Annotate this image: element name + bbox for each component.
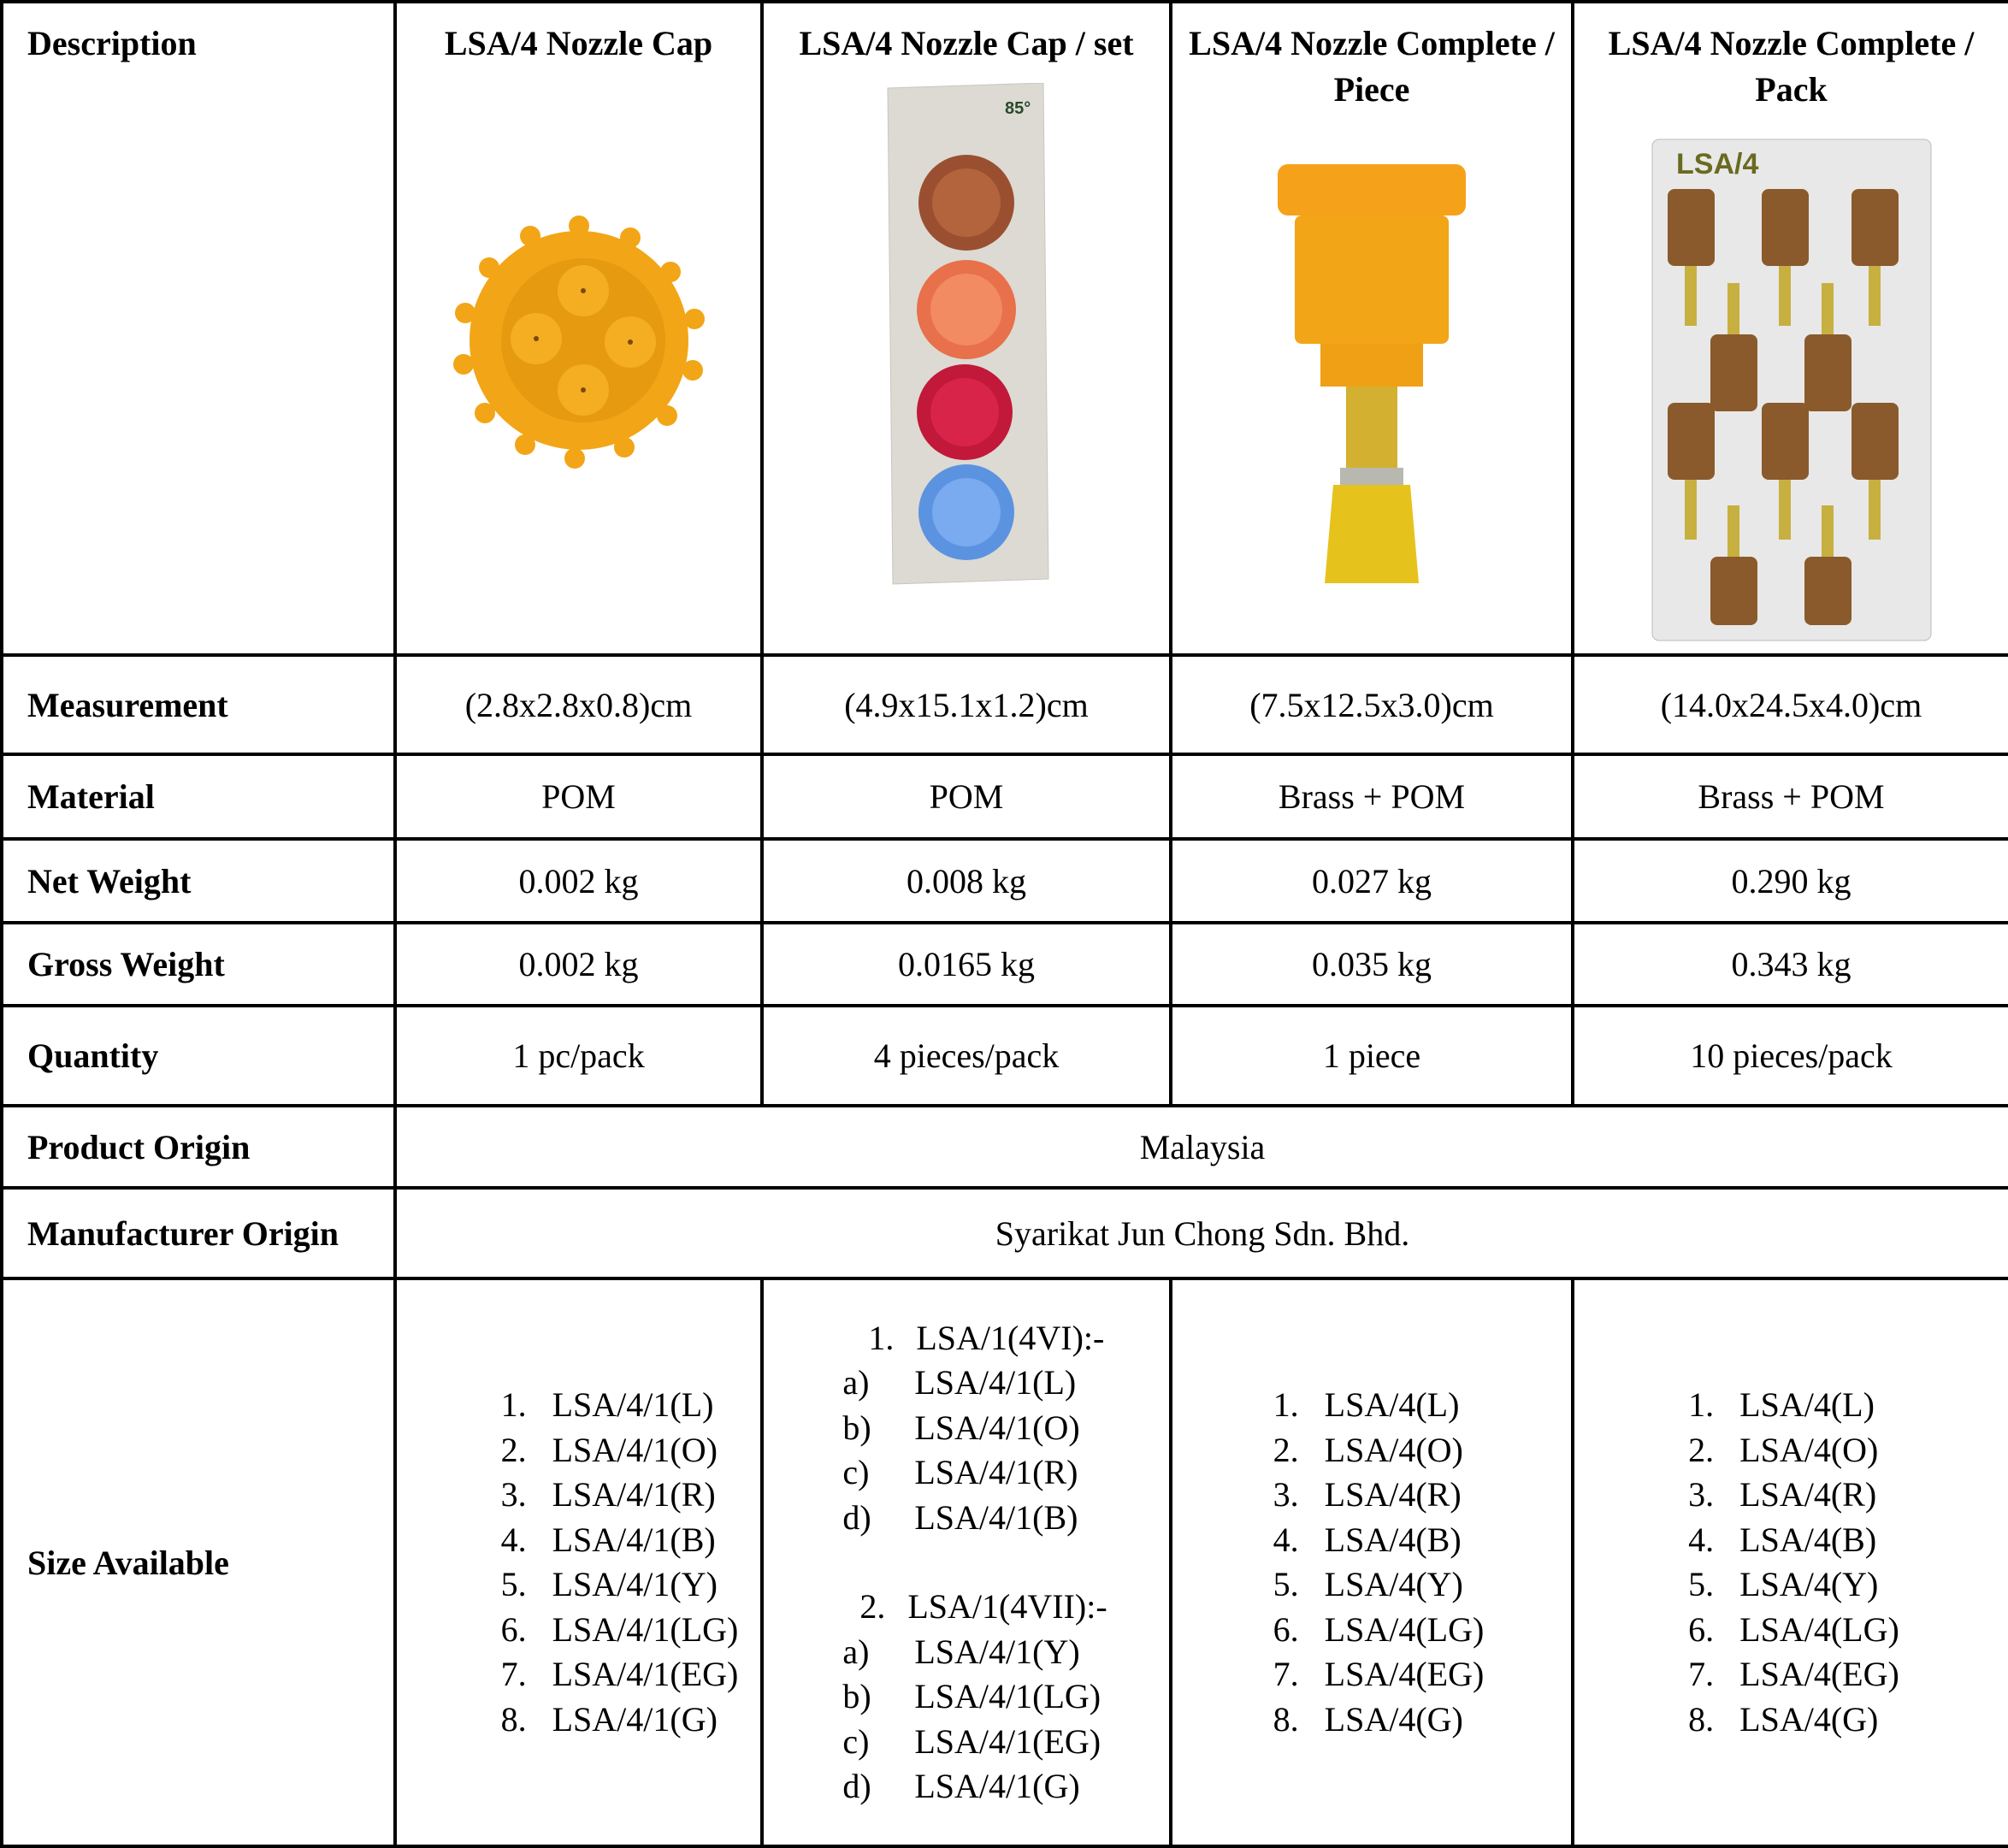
list-item: 4. LSA/4/1(B) — [500, 1520, 716, 1559]
cell: Malaysia — [395, 1106, 2008, 1188]
cell: (2.8x2.8x0.8)cm — [395, 655, 762, 754]
row-label: Product Origin — [2, 1106, 395, 1188]
cell: 0.002 kg — [395, 923, 762, 1006]
list-item: 1. LSA/4(L) — [1273, 1385, 1460, 1424]
product-origin-row — [2, 1106, 2008, 1188]
list-item: 6. LSA/4(LG) — [1688, 1609, 1899, 1649]
column-title: LSA/4 Nozzle Complete / Piece — [1189, 24, 1555, 109]
cell: (14.0x24.5x4.0)cm — [1573, 655, 2008, 754]
list-item: 2. LSA/4/1(O) — [500, 1430, 718, 1469]
list-item: 7. LSA/4(EG) — [1688, 1655, 1899, 1693]
list-item: 8. LSA/4(G) — [1273, 1699, 1463, 1739]
cell: Brass + POM — [1171, 754, 1573, 839]
list-item: d) LSA/4/1(G) — [842, 1767, 1080, 1805]
list-item: 6. LSA/4(LG) — [1273, 1609, 1485, 1649]
description-label: Description — [2, 2, 395, 655]
size-list-complete-piece — [1171, 1278, 1573, 1846]
group-heading: 2. LSA/1(4VII):- — [859, 1587, 1107, 1626]
size-available-row — [2, 1278, 2008, 1846]
cell: 0.035 kg — [1171, 923, 1573, 1006]
header-row — [2, 2, 2008, 655]
cell: 1 pc/pack — [395, 1006, 762, 1106]
list-item: 4. LSA/4(B) — [1688, 1520, 1877, 1559]
list-item: 5. LSA/4(Y) — [1273, 1565, 1463, 1603]
list-item: 5. LSA/4/1(Y) — [500, 1565, 718, 1603]
cell: 0.027 kg — [1171, 839, 1573, 923]
cell: POM — [395, 754, 762, 839]
list-item: 2. LSA/4(O) — [1273, 1430, 1463, 1469]
manufacturer-origin-row — [2, 1188, 2008, 1278]
svg-text:LSA/4: LSA/4 — [1675, 148, 1758, 180]
row-label: Manufacturer Origin — [2, 1188, 395, 1278]
cell: 4 pieces/pack — [762, 1006, 1171, 1106]
nozzle-complete-pack-image — [1574, 133, 2008, 647]
cell: 10 pieces/pack — [1573, 1006, 2008, 1106]
list-item: 2. LSA/4(O) — [1688, 1430, 1879, 1469]
size-list-cap-set — [762, 1278, 1171, 1846]
col-nozzle-complete-piece — [1171, 2, 1573, 655]
list-item: 7. LSA/4(EG) — [1273, 1655, 1485, 1693]
cell: (4.9x15.1x1.2)cm — [762, 655, 1171, 754]
orange-nozzle-cap-image — [397, 101, 760, 580]
cell: 0.290 kg — [1573, 839, 2008, 923]
nozzle-complete-piece-image — [1172, 139, 1571, 617]
column-title: LSA/4 Nozzle Complete / Pack — [1608, 24, 1975, 109]
col-nozzle-cap — [395, 2, 762, 655]
size-list-cap — [395, 1278, 762, 1846]
row-label: Size Available — [2, 1278, 395, 1846]
cell: POM — [762, 754, 1171, 839]
list-item: 1. LSA/4(L) — [1688, 1385, 1875, 1424]
list-item: 4. LSA/4(B) — [1273, 1520, 1462, 1559]
list-item: a) LSA/4/1(Y) — [842, 1632, 1080, 1671]
list-item: c) LSA/4/1(R) — [842, 1453, 1078, 1491]
cell: Brass + POM — [1573, 754, 2008, 839]
list-item: 7. LSA/4/1(EG) — [500, 1655, 739, 1693]
list-item: d) LSA/4/1(B) — [842, 1497, 1078, 1537]
list-item: 3. LSA/4(R) — [1273, 1475, 1462, 1514]
row-label: Quantity — [2, 1006, 395, 1106]
cell: 1 piece — [1171, 1006, 1573, 1106]
material-row — [2, 754, 2008, 839]
svg-text:85°: 85° — [1005, 99, 1031, 118]
list-item: c) LSA/4/1(EG) — [842, 1721, 1101, 1761]
row-label: Gross Weight — [2, 923, 395, 1006]
row-label: Material — [2, 754, 395, 839]
list-item: 6. LSA/4/1(LG) — [500, 1609, 739, 1649]
column-title: LSA/4 Nozzle Cap — [444, 24, 713, 62]
measurement-row — [2, 655, 2008, 754]
list-item: 8. LSA/4/1(G) — [500, 1699, 718, 1739]
col-nozzle-cap-set — [762, 2, 1171, 655]
cell: 0.002 kg — [395, 839, 762, 923]
list-item: a) LSA/4/1(L) — [842, 1363, 1077, 1402]
cell: 0.008 kg — [762, 839, 1171, 923]
list-item: b) LSA/4/1(LG) — [842, 1677, 1101, 1715]
list-item: 8. LSA/4(G) — [1688, 1699, 1879, 1739]
gross-weight-row — [2, 923, 2008, 1006]
list-item: 1. LSA/4/1(L) — [500, 1385, 714, 1424]
size-list-complete-pack — [1573, 1278, 2008, 1846]
list-item: 3. LSA/4(R) — [1688, 1475, 1877, 1514]
column-title: LSA/4 Nozzle Cap / set — [799, 24, 1134, 62]
cell: 0.343 kg — [1573, 923, 2008, 1006]
quantity-row — [2, 1006, 2008, 1106]
cell: (7.5x12.5x3.0)cm — [1171, 655, 1573, 754]
cell: Syarikat Jun Chong Sdn. Bhd. — [395, 1188, 2008, 1278]
row-label: Net Weight — [2, 839, 395, 923]
list-item: 5. LSA/4(Y) — [1688, 1565, 1879, 1603]
col-nozzle-complete-pack — [1573, 2, 2008, 655]
list-item: 3. LSA/4/1(R) — [500, 1475, 716, 1514]
nozzle-cap-set-image — [764, 79, 1169, 592]
list-item: b) LSA/4/1(O) — [842, 1408, 1080, 1447]
cell: 0.0165 kg — [762, 923, 1171, 1006]
row-label: Measurement — [2, 655, 395, 754]
net-weight-row — [2, 839, 2008, 923]
group-heading: 1. LSA/1(4VI):- — [868, 1318, 1105, 1357]
